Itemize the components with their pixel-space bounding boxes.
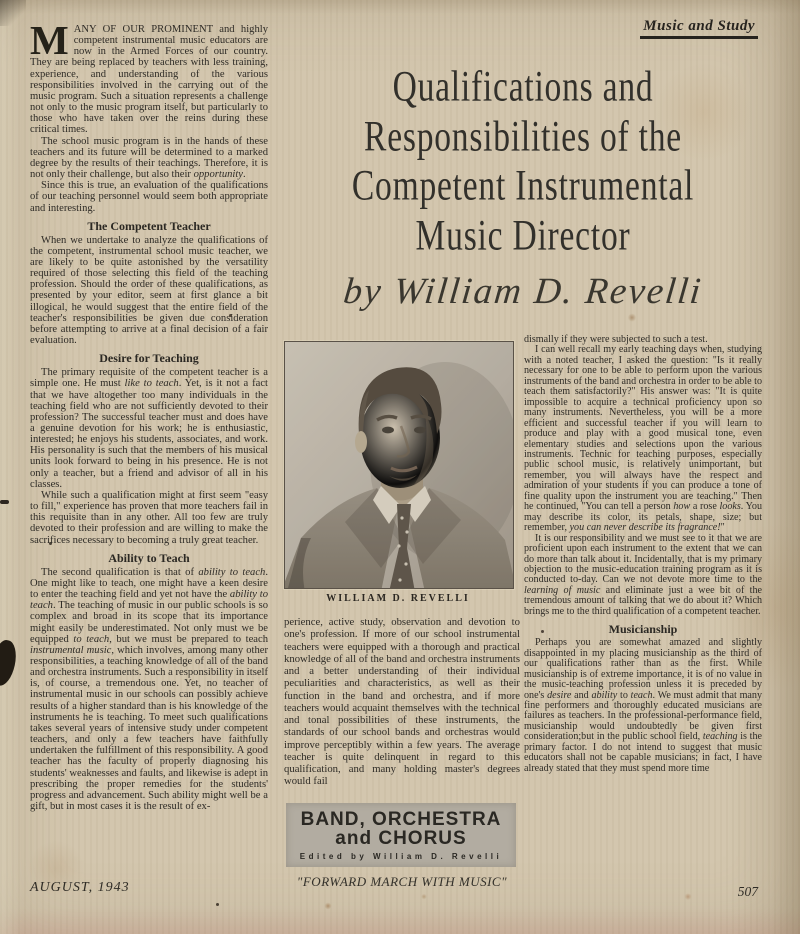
article-title bbox=[283, 62, 763, 260]
article-byline: by William D. Revelli bbox=[341, 271, 705, 312]
article-right-column bbox=[524, 335, 762, 774]
photo-caption: WILLIAM D. REVELLI bbox=[326, 593, 470, 604]
heading-competent-teacher: The Competent Teacher bbox=[87, 218, 211, 233]
title-line: Music Director bbox=[415, 211, 631, 259]
paragraph-continuation: perience, active study, observation and devotion to one's profession. If more of our school instrumental teachers were equipped with a thorough and practical knowledge of all of the band and orchestra instruments and a better understanding of their individual peculiarities and characteristics, as well as their function in the band and orchestra, and if more teachers would acquaint themselves with the technical and tonal possibilities of these instruments, the standards of our school bands and orchestras would improve perceptibly within a few years. The average teacher is quite delinquent in regard to this qualification, and many holding master's degrees would fail bbox=[284, 616, 520, 788]
title-line: Competent Instrumental bbox=[351, 161, 695, 210]
scan-corner-shadow bbox=[0, 0, 26, 26]
paragraph-opening bbox=[30, 17, 268, 136]
department-box-editor-credit: Edited by William D. Revelli bbox=[299, 852, 503, 861]
paragraph: I can well recall my early teaching days when, studying with a noted teacher, I asked the question: "Is it really necessary for one to be able to perform upon the various instruments of the band and orchestra in order to be able to teach them satisfactorily?" His answer was: "It is quite impossible to acquire a technical proficiency upon so many instruments. Nevertheless, you will be a more efficient and successful teacher if you will learn to produce and play with a good musical tone, even elementary studies and selections upon the various instruments. Technic for teaching purposes, especially public school music, is relatively unimportant, but remember, you will always have the respect and admiration of your students if you can produce a tone of fine quality upon the instrument you are teaching." Then he continued, "You can tell a person how a rose looks. You may describe its color, its petals, shape, size; but remember, you can never describe its fragrance!" bbox=[524, 344, 762, 534]
footer-page-number: 507 bbox=[737, 884, 758, 899]
paragraph: When we undertake to analyze the qualifications of the competent, instrumental school music teacher, we are likely to be quite astonished by the versatility required of those selecting this field of the teaching profession. Should the order of these qualifications, as presented by your editor, seem at first glance a bit illogical, he would suggest that the entire field of the teacher's responsibilities be given due consideration before attempting to arrive at a final decision of a fair evaluation. bbox=[30, 234, 268, 347]
paragraph-continuation: dismally if they were subjected to such a test. bbox=[524, 334, 708, 345]
heading-desire-for-teaching: Desire for Teaching bbox=[99, 351, 199, 366]
title-line: Qualifications and bbox=[392, 62, 654, 111]
title-line: Responsibilities of the bbox=[364, 112, 682, 160]
section-header-music-and-study: Music and Study bbox=[640, 18, 758, 39]
drop-cap: M bbox=[30, 17, 69, 63]
portrait-photo bbox=[284, 341, 514, 589]
scan-artifact bbox=[0, 500, 9, 504]
paragraph: The second qualification is that of ability to teach. One might like to teach, one might have a keen desire to enter the teaching field and yet not have the ability to teach. The teaching of music in our public schools is so complex and broad in its scope that its importance might easily be underestimated. Not only must we be equipped to teach, but we must be prepared to teach instrumental music, which involves, among many other responsibilities, a teaching knowledge of all of the band and orchestra instruments. Such a responsibility in itself is, of course, a tremendous one. Yet, no teacher of instrumental music in our schools can possibly achieve results of a higher standard than is his knowledge of the instruments he is teaching. To meet such qualifications takes several years of intensive study under competent teachers, and only a few teachers have faithfully undertaken the fulfillment of this responsibility. A good teacher has the faculty of properly diagnosing his students' weaknesses and faults, and likewise is adept in prescribing the proper remedies for the students' progress and advancement. Such ability might well be a gift, but in most cases it is the result of ex- bbox=[30, 566, 268, 812]
paragraph: Perhaps you are somewhat amazed and slightly disappointed in my placing musicianship as the third of our qualifications rather than as the first. While musicianship is of extreme importance, it is of no value in the music-teaching profession unless it is preceded by one's desire and ability to teach. We must admit that many fine performers and thoroughly educated musicians are failures as teachers. In the professional-performance field, musicianship would undoubtedly be given first consideration;but in the public school field, teaching is the primary factor. I do not intend to suggest that music educators shall not be capable musicians; in fact, I have already stated that they must spend more time bbox=[524, 637, 762, 774]
scan-artifact bbox=[0, 638, 20, 688]
portrait-photo-image bbox=[285, 342, 513, 588]
slogan-forward-march: "FORWARD MARCH WITH MUSIC" bbox=[296, 874, 508, 889]
paragraph: The primary requisite of the competent teacher is a simple one. He must like to teach. Yet, is it not a fact that we have altogether too many individuals in the teaching field who are not sufficiently devoted to their profession? The successful teacher must and does have a genuine devotion for his work; he is enthusiastic, interested; he enjoys his students, associates, and work. His personality is such that the members of his musical units look forward to being in his presence. He is not only a teacher, but a friend and advisor of all in his classes. bbox=[30, 367, 268, 490]
footer-issue-date: AUGUST, 1943 bbox=[30, 880, 130, 895]
heading-musicianship: Musicianship bbox=[608, 622, 678, 637]
article-left-column bbox=[30, 17, 268, 812]
paragraph: While such a qualification might at first seem "easy to fill," experience has proven that more teachers fail in this requisite than in any other. All too few are truly devoted to their profession and are willing to make the sacrifices necessary to becoming a truly great teacher. bbox=[30, 489, 268, 546]
paragraph: The school music program is in the hands of these teachers and its future will be determined to a marked degree by the results of their teachings. Therefore, it is not only their challenge, but also their opportunity. bbox=[30, 135, 268, 181]
paragraph: Since this is true, an evaluation of the qualifications of our teaching personnel would seem both appropriate and interesting. bbox=[30, 180, 268, 214]
department-box-band-orchestra-chorus bbox=[286, 803, 516, 867]
department-box-title-line1: BAND, ORCHESTRA bbox=[300, 809, 502, 830]
heading-ability-to-teach: Ability to Teach bbox=[108, 550, 190, 565]
paragraph-text: ANY OF OUR PROMINENT and highly competent instrumental music educators are now in the Armed Forces of our country. They are being replaced by teachers with less training, experience, and understanding of the various responsibilities involved in the carrying out of the music program. Such a situation represents a challenge not only to the music program itself, but particularly to those who have taken over the reins during these critical times. bbox=[30, 24, 268, 136]
article-middle-column bbox=[284, 616, 520, 788]
department-box-title-line2: and CHORUS bbox=[335, 828, 467, 849]
paragraph: It is our responsibility and we must see to it that we are proficient upon each instrument to the extent that we can do more than talk about it. Incidentally, that is my primary objection to the music-education training program as it is conducted to-day. Can we not devote more time to the learning of music and eliminate just a wee bit of the tremendous amount of talking that we do about it? Which brings me to the third qualification of a competent teacher. bbox=[524, 532, 763, 617]
